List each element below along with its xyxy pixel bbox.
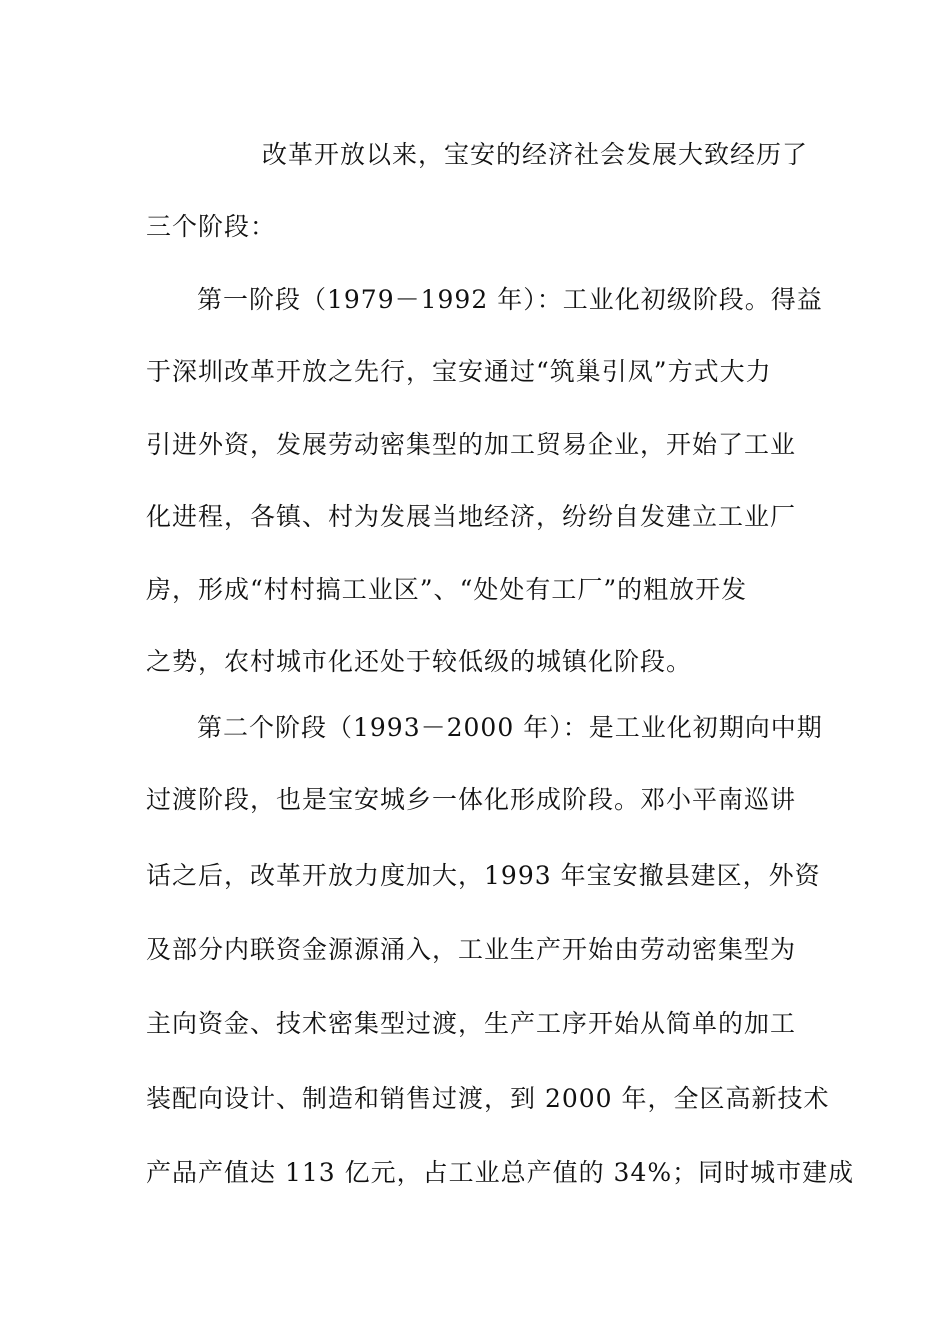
paragraph-line-4: 于深圳改革开放之先行，宝安通过“筑巢引凤”方式大力 — [146, 357, 772, 386]
paragraph-line-8: 之势，农村城市化还处于较低级的城镇化阶段。 — [146, 647, 693, 676]
paragraph-line-14: 装配向设计、制造和销售过渡，到 2000 年，全区高新技术 — [146, 1084, 830, 1113]
paragraph-line-12: 及部分内联资金源源涌入，工业生产开始由劳动密集型为 — [146, 935, 797, 964]
paragraph-line-9: 第二个阶段（1993－2000 年）：是工业化初期向中期 — [197, 713, 823, 742]
paragraph-line-5: 引进外资，发展劳动密集型的加工贸易企业，开始了工业 — [146, 430, 797, 459]
paragraph-line-1: 改革开放以来，宝安的经济社会发展大致经历了 — [262, 140, 809, 169]
paragraph-line-6: 化进程，各镇、村为发展当地经济，纷纷自发建立工业厂 — [146, 502, 797, 531]
paragraph-line-13: 主向资金、技术密集型过渡，生产工序开始从简单的加工 — [146, 1009, 797, 1038]
paragraph-line-7: 房，形成“村村搞工业区”、“处处有工厂”的粗放开发 — [146, 575, 748, 604]
paragraph-line-10: 过渡阶段，也是宝安城乡一体化形成阶段。邓小平南巡讲 — [146, 785, 797, 814]
paragraph-line-3: 第一阶段（1979－1992 年）：工业化初级阶段。得益 — [197, 285, 823, 314]
paragraph-line-15: 产品产值达 113 亿元，占工业总产值的 34%；同时城市建成 — [146, 1158, 855, 1187]
paragraph-line-11: 话之后，改革开放力度加大，1993 年宝安撤县建区，外资 — [146, 861, 821, 890]
paragraph-line-2: 三个阶段： — [146, 212, 277, 241]
